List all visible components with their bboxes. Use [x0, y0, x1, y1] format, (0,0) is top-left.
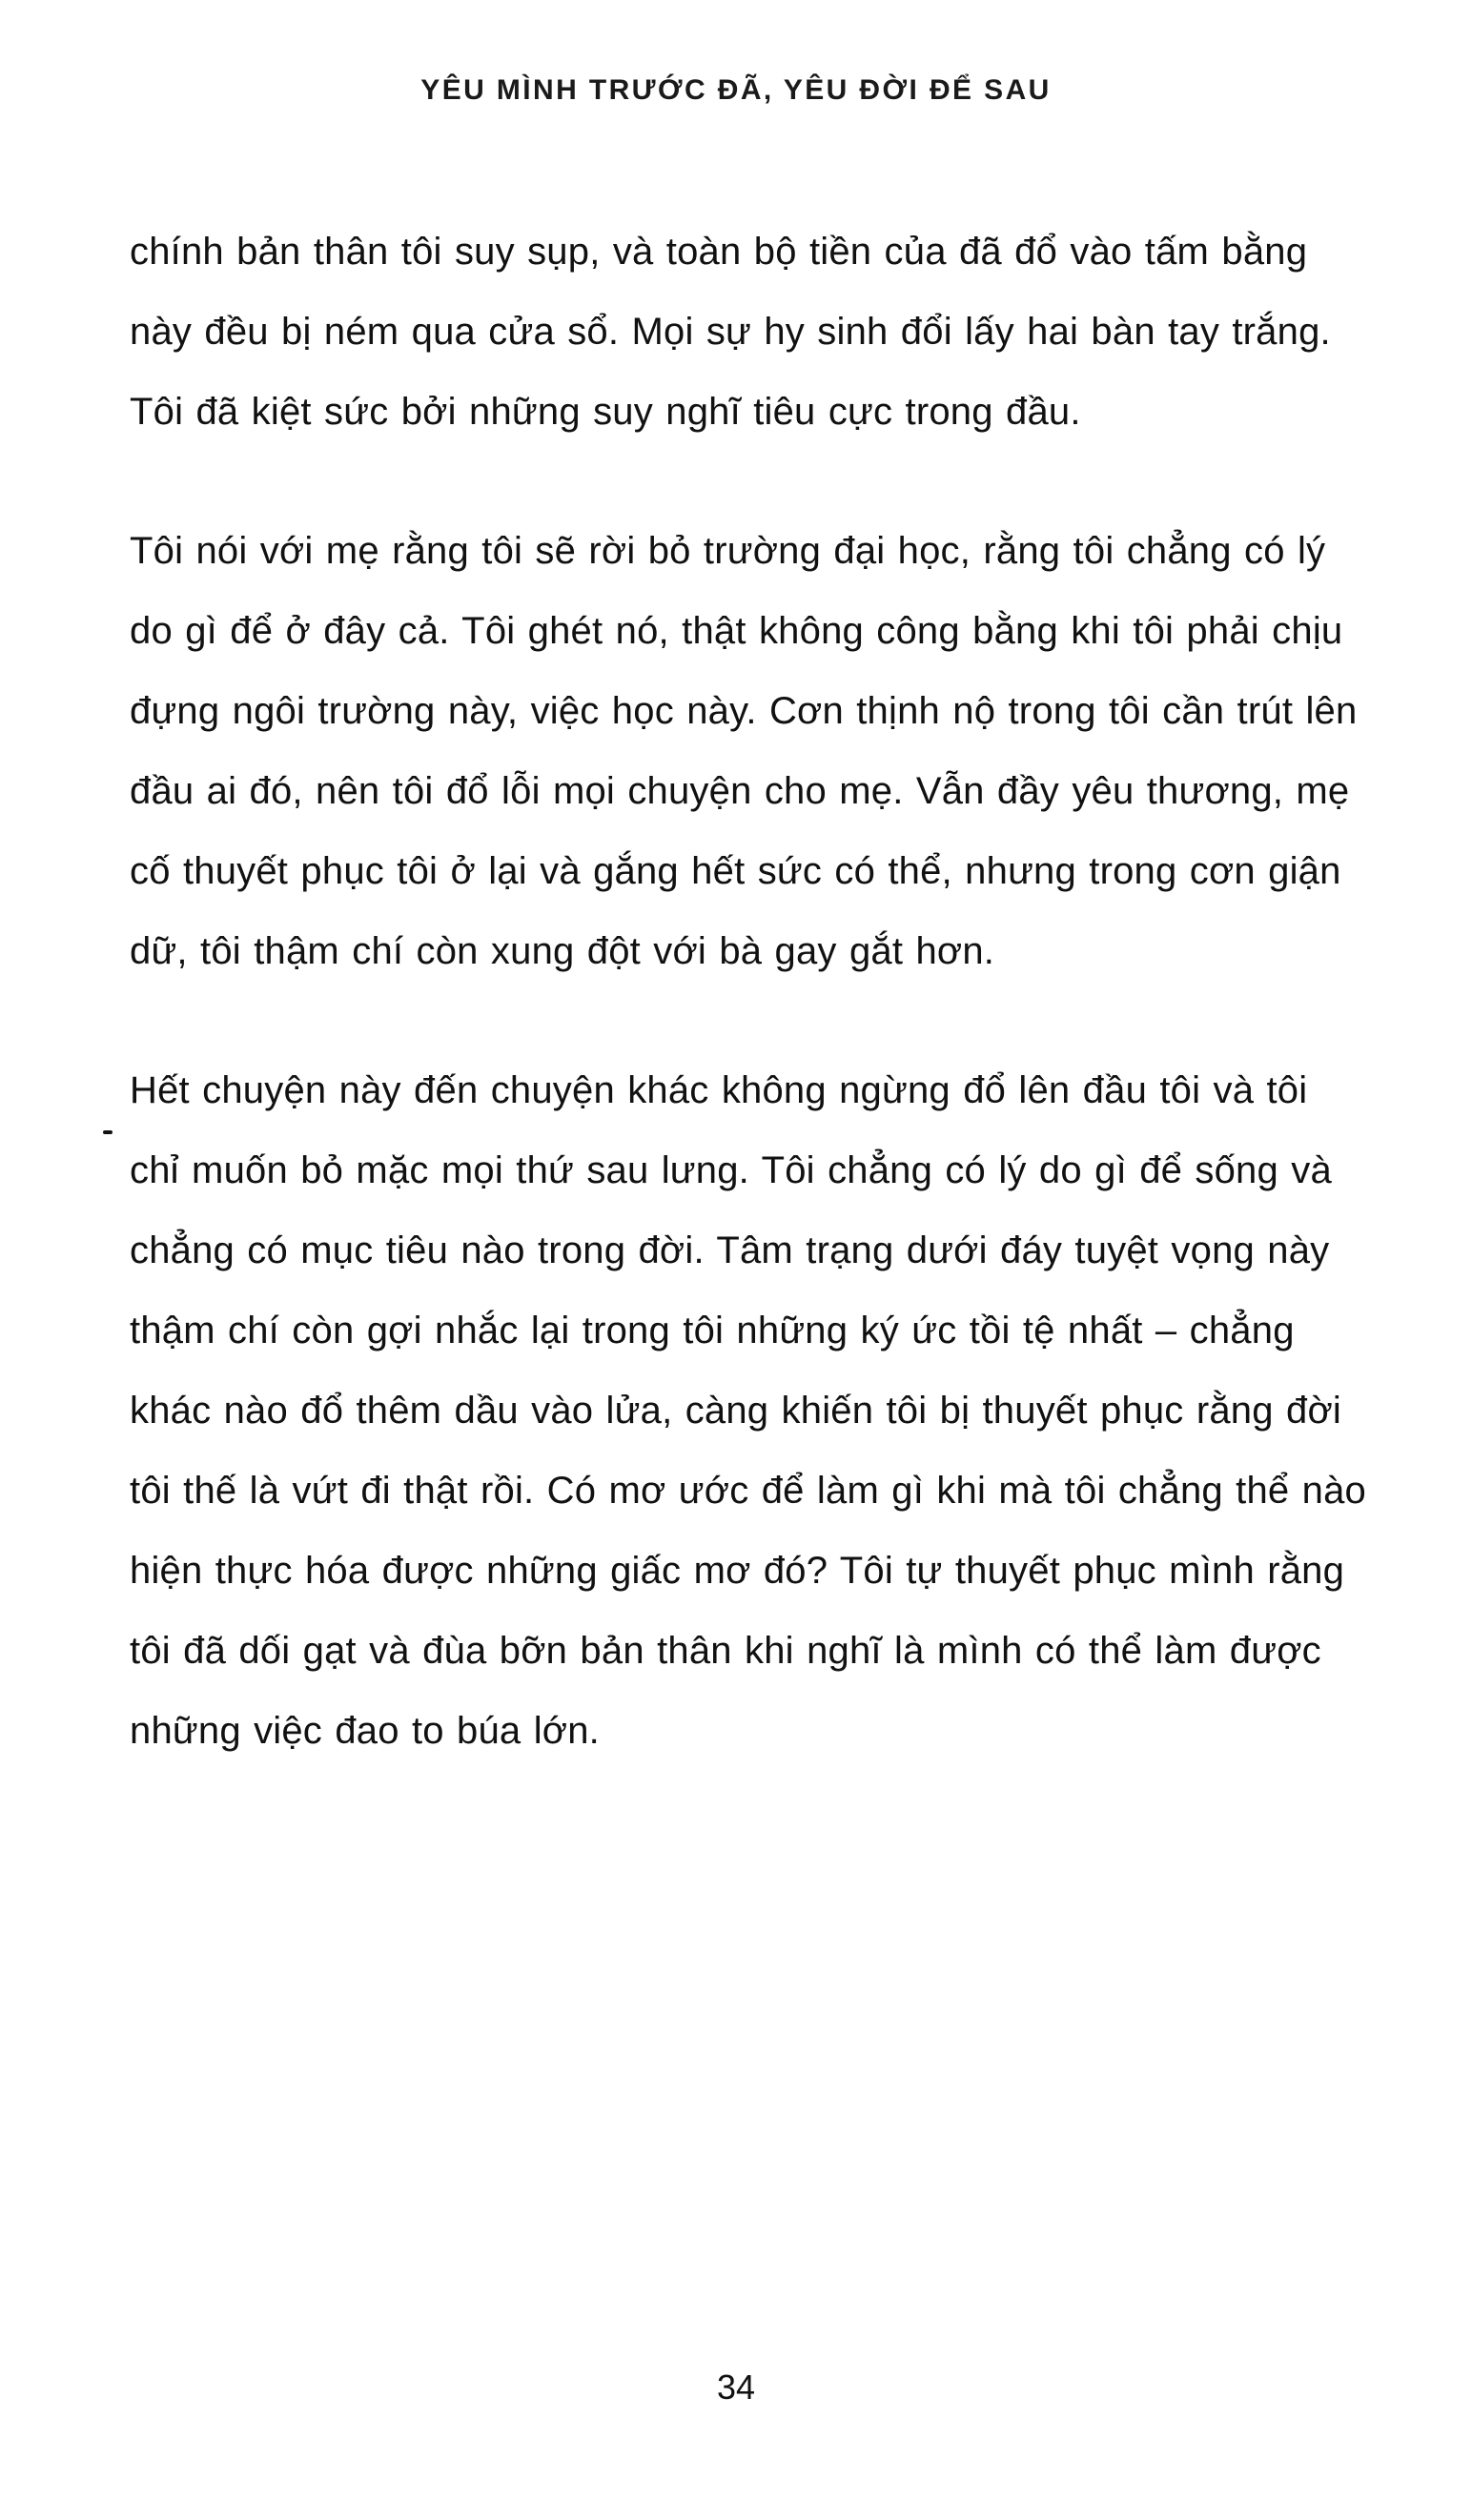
paragraph: Hết chuyện này đến chuyện khác không ngừng đổ lên đầu tôi và tôi chỉ muốn bỏ mặc mọi thứ sau lưng. Tôi chẳng có lý do gì để sống và chẳng có mục tiêu nào trong đời. Tâm trạng dưới đáy tuyệt vọng này thậm chí còn gợi nhắc lại trong tôi những ký ức tồi tệ nhất – chẳng khác nào đổ thêm dầu vào lửa, càng khiến tôi bị thuyết phục rằng đời tôi thế là vứt đi thật rồi. Có mơ ước để làm gì khi mà tôi chẳng thể nào hiện thực hóa được những giấc mơ đó? Tôi tự thuyết phục mình rằng tôi đã dối gạt và đùa bỡn bản thân khi nghĩ là mình có thể làm được những việc đao to búa lớn. [130, 1069, 1367, 1752]
margin-mark [103, 1130, 112, 1134]
paragraph: Tôi nói với mẹ rằng tôi sẽ rời bỏ trường đại học, rằng tôi chẳng có lý do gì để ở đây cả. Tôi ghét nó, thật không công bằng khi tôi phải chịu đựng ngôi trường này, việc học này. Cơn thịnh nộ trong tôi cần trút lên đầu ai đó, nên tôi đổ lỗi mọi chuyện cho mẹ. Vẫn đầy yêu thương, mẹ cố thuyết phục tôi ở lại và gắng hết sức có thể, nhưng trong cơn giận dữ, tôi thậm chí còn xung đột với bà gay gắt hơn. [130, 530, 1358, 972]
page-number: 34 [716, 2368, 756, 2407]
paragraph: chính bản thân tôi suy sụp, và toàn bộ tiền của đã đổ vào tấm bằng này đều bị ném qua cửa sổ. Mọi sự hy sinh đổi lấy hai bàn tay trắng. Tôi đã kiệt sức bởi những suy nghĩ tiêu cực trong đầu. [130, 231, 1331, 433]
body-text [130, 212, 1369, 1771]
running-head: YÊU MÌNH TRƯỚC ĐÃ, YÊU ĐỜI ĐỂ SAU [420, 74, 1052, 106]
